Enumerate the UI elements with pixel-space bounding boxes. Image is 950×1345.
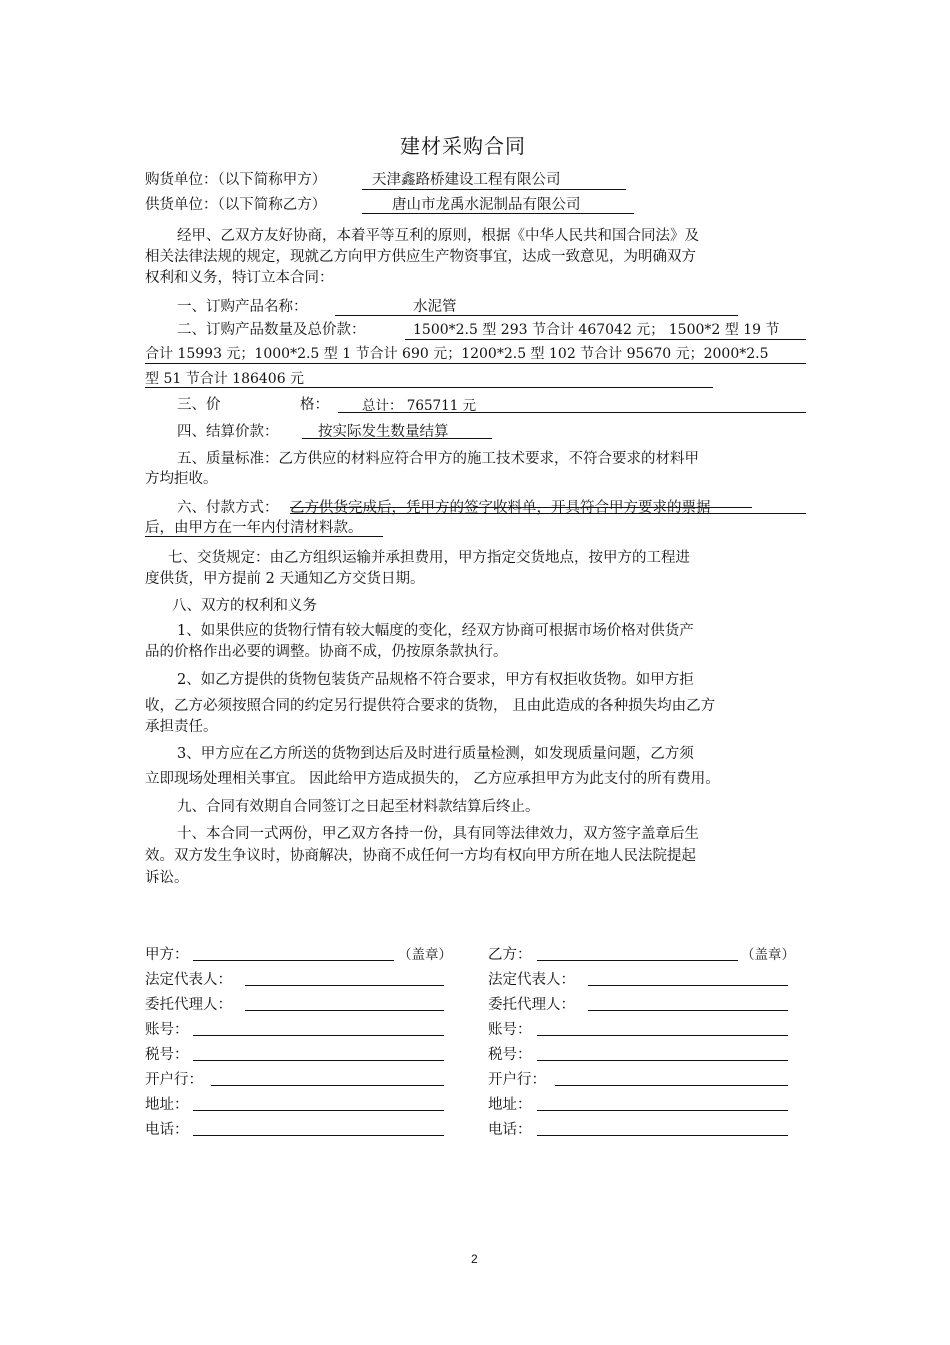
- clause2-line3: 型 51 节合计 186406 元: [145, 371, 305, 387]
- clause9: 九、合同有效期自合同签订之日起至材料款结算后终止。: [177, 799, 540, 815]
- page-number: 2: [471, 1252, 478, 1266]
- intro-line: 相关法律法规的规定，现就乙方向甲方供应生产物资事宜，达成一致意见，为明确双方: [145, 249, 696, 265]
- party-a-legal-rep-label: 法定代表人：: [145, 972, 232, 988]
- party-a-agent-label: 委托代理人：: [145, 997, 232, 1013]
- party-a-account-label: 账号：: [145, 1022, 189, 1038]
- intro-line: 权利和义务，特订立本合同：: [145, 270, 334, 286]
- clause3-value: 总计： 765711 元: [362, 398, 477, 414]
- buyer-underline: [362, 189, 626, 190]
- party-a-seal: （盖章）: [398, 947, 452, 963]
- clause5-line: 方均拒收。: [145, 471, 218, 487]
- clause2-line1: 1500*2.5 型 293 节合计 467042 元； 1500*2 型 19 节: [413, 322, 780, 338]
- clause6-line1: 乙方供货完成后，凭甲方的签字收料单，开具符合甲方要求的票据: [290, 500, 711, 516]
- party-b-account-field[interactable]: [537, 1035, 788, 1036]
- party-a-address-field[interactable]: [193, 1110, 444, 1111]
- clause6-underline: [145, 536, 383, 537]
- clause8-heading: 八、双方的权利和义务: [172, 598, 317, 614]
- clause2-line2: 合计 15993 元；1000*2.5 型 1 节合计 690 元；1200*2.5 型 102 节合计 95670 元；2000*2.5: [145, 346, 769, 362]
- clause10-line: 十、本合同一式两份，甲乙双方各持一份，具有同等法律效力，双方签字盖章后生: [177, 826, 699, 842]
- clause7-line: 七、交货规定：由乙方组织运输并承担费用，甲方指定交货地点，按甲方的工程进: [168, 550, 690, 566]
- clause2-underline: [145, 363, 806, 364]
- clause7-line: 度供货，甲方提前 2 天通知乙方交货日期。: [145, 571, 425, 587]
- party-b-legal-rep-field[interactable]: [588, 985, 788, 986]
- party-a-address-label: 地址：: [145, 1097, 189, 1113]
- clause4-label: 四、结算价款：: [177, 424, 279, 440]
- party-b-tax-label: 税号：: [488, 1047, 532, 1063]
- clause2-underline: [405, 339, 806, 340]
- party-b-agent-field[interactable]: [588, 1010, 788, 1011]
- party-a-label: 甲方：: [145, 947, 189, 963]
- clause8-item2-line: 承担责任。: [145, 719, 218, 735]
- clause4-underline: [302, 438, 492, 439]
- party-a-field[interactable]: [193, 960, 394, 961]
- party-b-address-label: 地址：: [488, 1097, 532, 1113]
- party-b-bank-label: 开户行：: [488, 1072, 546, 1088]
- buyer-label: 购货单位：（以下简称甲方）: [145, 172, 327, 188]
- party-a-legal-rep-field[interactable]: [245, 985, 444, 986]
- clause8-item3-line: 3、甲方应在乙方所送的货物到达后及时进行质量检测，如发现质量问题，乙方须: [177, 746, 694, 762]
- clause10-line: 诉讼。: [145, 870, 189, 886]
- party-b-field[interactable]: [537, 960, 738, 961]
- party-a-phone-field[interactable]: [193, 1135, 444, 1136]
- party-b-agent-label: 委托代理人：: [488, 997, 575, 1013]
- party-b-address-field[interactable]: [537, 1110, 788, 1111]
- clause6-strike-line: [290, 507, 752, 508]
- clause2-label: 二、订购产品数量及总价款：: [177, 322, 366, 338]
- clause8-item1-line: 1、如果供应的货物行情有较大幅度的变化，经双方协商可根据市场价格对供货产: [177, 623, 694, 639]
- clause8-item3-line: 立即现场处理相关事宜。 因此给甲方造成损失的， 乙方应承担甲方为此支付的所有费用。: [145, 771, 720, 787]
- clause3-underline: [338, 412, 806, 413]
- clause3-label: 三、价: [177, 397, 221, 413]
- party-a-bank-label: 开户行：: [145, 1072, 203, 1088]
- clause6-underline: [290, 513, 806, 514]
- clause6-line2: 后，由甲方在一年内付清材料款。: [145, 520, 363, 536]
- party-b-account-label: 账号：: [488, 1022, 532, 1038]
- clause10-line: 效。双方发生争议时，协商解决，协商不成任何一方均有权向甲方所在地人民法院提起: [145, 848, 696, 864]
- clause1-label: 一、订购产品名称：: [177, 299, 308, 315]
- clause4-value: 按实际发生数量结算: [318, 424, 449, 440]
- supplier-label: 供货单位：（以下简称乙方）: [145, 197, 327, 213]
- clause8-item2-line: 收，乙方必须按照合同的约定另行提供符合要求的货物， 且由此造成的各种损失均由乙方: [145, 698, 716, 714]
- party-a-tax-field[interactable]: [193, 1060, 444, 1061]
- party-a-agent-field[interactable]: [245, 1010, 444, 1011]
- party-b-seal: （盖章）: [741, 947, 795, 963]
- party-b-bank-field[interactable]: [555, 1085, 788, 1086]
- party-b-phone-label: 电话：: [488, 1122, 532, 1138]
- intro-line: 经甲、乙双方友好协商，本着平等互利的原则，根据《中华人民共和国合同法》及: [177, 228, 699, 244]
- clause6-label: 六、付款方式：: [177, 500, 279, 516]
- clause8-item2-line: 2、如乙方提供的货物包装货产品规格不符合要求，甲方有权拒收货物。如甲方拒: [177, 672, 694, 688]
- party-b-phone-field[interactable]: [537, 1135, 788, 1136]
- supplier-underline: [362, 213, 634, 214]
- supplier-name: 唐山市龙禹水泥制品有限公司: [392, 197, 581, 213]
- party-a-bank-field[interactable]: [211, 1085, 444, 1086]
- party-a-phone-label: 电话：: [145, 1122, 189, 1138]
- party-b-label: 乙方：: [488, 947, 532, 963]
- party-a-account-field[interactable]: [193, 1035, 444, 1036]
- party-b-legal-rep-label: 法定代表人：: [488, 972, 575, 988]
- clause5-line: 五、质量标准：乙方供应的材料应符合甲方的施工技术要求，不符合要求的材料甲: [177, 451, 699, 467]
- clause2-underline: [145, 387, 713, 388]
- buyer-name: 天津鑫路桥建设工程有限公司: [372, 172, 561, 188]
- party-a-tax-label: 税号：: [145, 1047, 189, 1063]
- page-title: 建材采购合同: [400, 134, 526, 158]
- clause8-item1-line: 品的价格作出必要的调整。协商不成，仍按原条款执行。: [145, 644, 508, 660]
- clause1-underline: [335, 315, 738, 316]
- clause1-value: 水泥管: [413, 299, 457, 315]
- party-b-tax-field[interactable]: [537, 1060, 788, 1061]
- clause3-label: 格：: [300, 397, 329, 413]
